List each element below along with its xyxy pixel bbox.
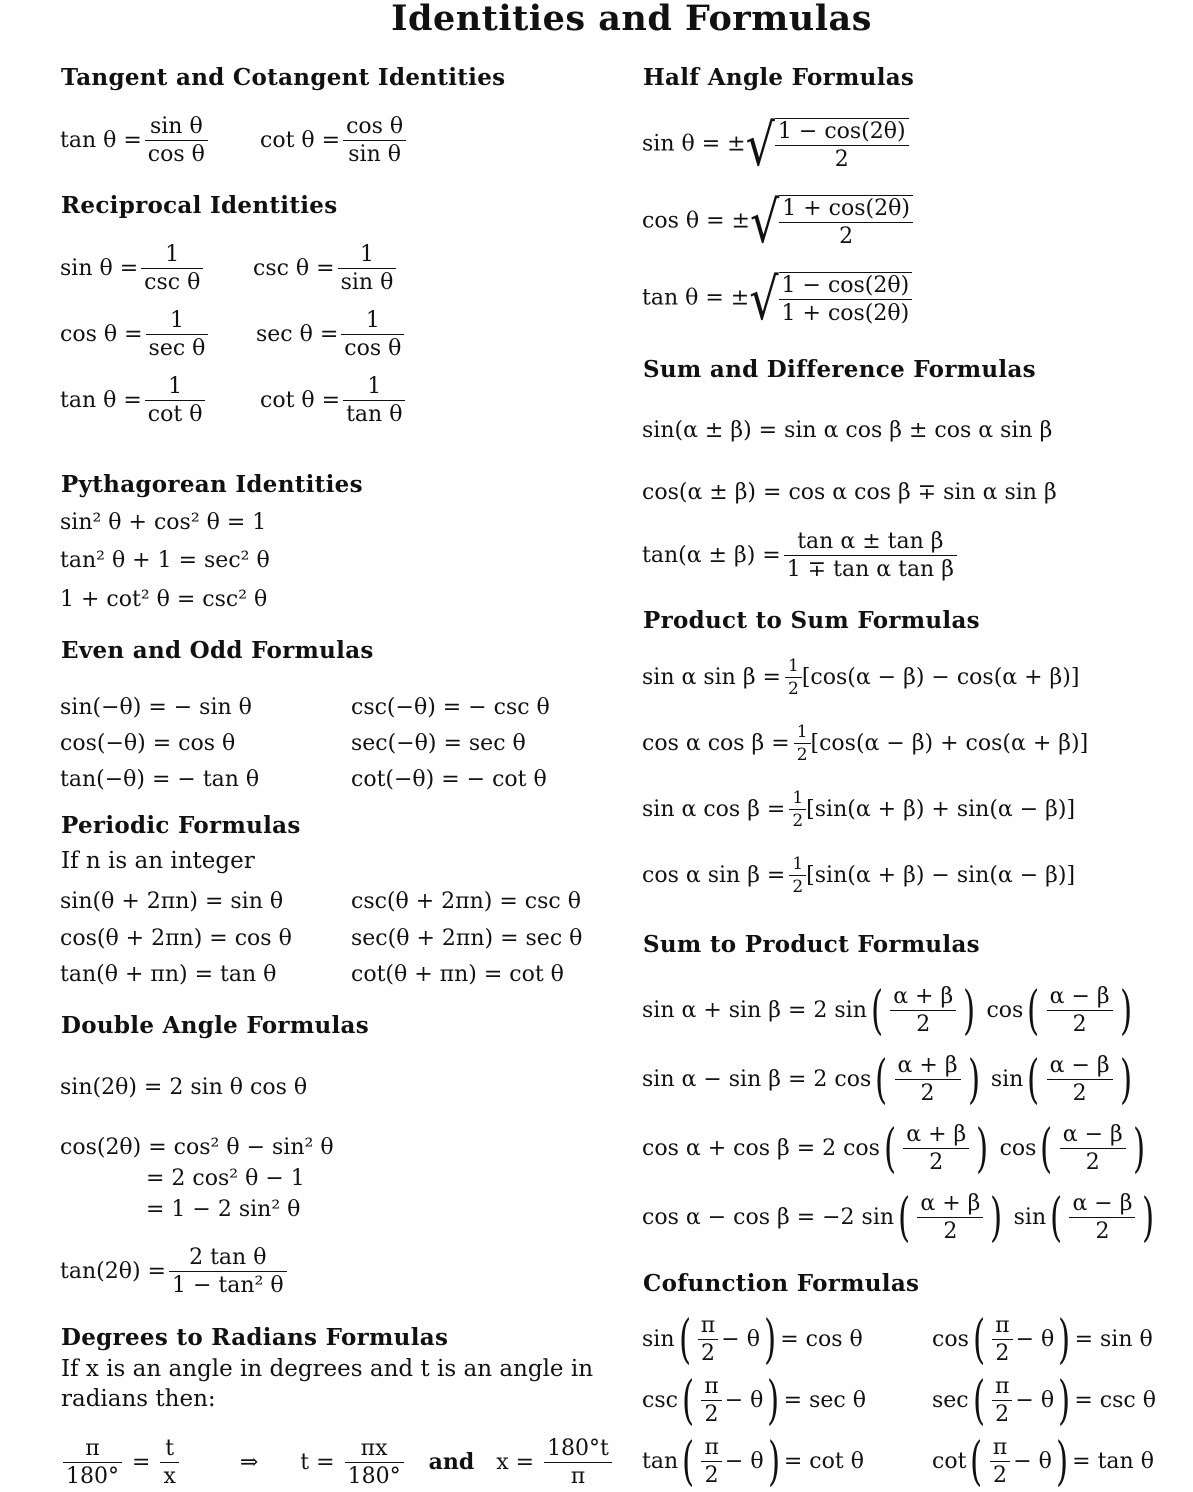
cofunction-heading: Cofunction Formulas <box>643 1270 920 1297</box>
sum-product-3: cos α + cos β = 2 cos( $\frac{\alpha + \beta}{2}$ ) cos( $\frac{\alpha - \beta}{2}$ ) <box>642 1119 1145 1179</box>
periodic-sec: sec(θ + 2πn) = sec θ <box>351 926 583 951</box>
tangent-cotangent-heading: Tangent and Cotangent Identities <box>61 64 506 91</box>
even-odd-sec: sec(−θ) = sec θ <box>351 731 526 756</box>
double-angle-cos: cos(2θ) = cos² θ − sin² θ <box>60 1135 334 1160</box>
double-angle-tan: tan(2θ) = $\frac{\text{2 tan θ}}{\text{1 − tan² θ}}$ <box>60 1247 290 1297</box>
sum-product-2: sin α − sin β = 2 cos( $\frac{\alpha + \beta}{2}$ ) sin( $\frac{\alpha - \beta}{2}$ ) <box>642 1050 1132 1110</box>
deg-rad-formula: $\frac{\pi}{180^\circ}$ = $\frac{t}{x}$ ⇒ t = $\frac{\pi x}{180^\circ}$ and x = $\frac{180^\circ t}{\pi}$ <box>60 1438 615 1488</box>
double-angle-heading: Double Angle Formulas <box>61 1012 369 1039</box>
cofunction-cos: cos( $\frac{\pi}{2}$ − θ) = sin θ <box>932 1310 1153 1370</box>
even-odd-sin: sin(−θ) = − sin θ <box>60 695 252 720</box>
sum-diff-heading: Sum and Difference Formulas <box>643 356 1036 383</box>
periodic-cos: cos(θ + 2πn) = cos θ <box>60 926 292 951</box>
double-angle-sin: sin(2θ) = 2 sin θ cos θ <box>60 1075 308 1100</box>
pythagorean-2: tan² θ + 1 = sec² θ <box>60 548 270 573</box>
pythagorean-heading: Pythagorean Identities <box>61 471 363 498</box>
even-odd-heading: Even and Odd Formulas <box>61 637 374 664</box>
pythagorean-1: sin² θ + cos² θ = 1 <box>60 510 267 535</box>
product-sum-2: cos α cos β = $\frac{1}{2}$ [cos(α − β) + cos(α + β)] <box>642 722 1089 765</box>
cofunction-tan: tan( $\frac{\pi}{2}$ − θ) = cot θ <box>642 1432 864 1492</box>
cofunction-sec: sec( $\frac{\pi}{2}$ − θ) = csc θ <box>932 1371 1156 1431</box>
periodic-tan: tan(θ + πn) = tan θ <box>60 962 277 987</box>
even-odd-cos: cos(−θ) = cos θ <box>60 731 236 756</box>
half-angle-heading: Half Angle Formulas <box>643 64 915 91</box>
page-title: Identities and Formulas <box>391 0 872 39</box>
product-sum-3: sin α cos β = $\frac{1}{2}$ [sin(α + β) + sin(α − β)] <box>642 788 1076 831</box>
cot-identity: cot θ = $\frac{\text{cos θ}}{\text{sin θ}}$ <box>260 116 409 166</box>
periodic-sin: sin(θ + 2πn) = sin θ <box>60 889 284 914</box>
sum-diff-tan: tan(α ± β) = $\frac{\text{tan α ± tan β}}{\text{1 ∓ tan α tan β}}$ <box>642 531 960 581</box>
product-sum-heading: Product to Sum Formulas <box>643 607 980 634</box>
pythagorean-3: 1 + cot² θ = csc² θ <box>60 587 268 612</box>
deg-rad-note-1: If x is an angle in degrees and t is an angle in <box>61 1356 594 1382</box>
cofunction-csc: csc( $\frac{\pi}{2}$ − θ) = sec θ <box>642 1371 866 1431</box>
tan-identity: tan θ = $\frac{\text{sin θ}}{\text{cos θ}}$ <box>60 116 211 166</box>
deg-rad-note-2: radians then: <box>61 1386 216 1412</box>
even-odd-csc: csc(−θ) = − csc θ <box>351 695 550 720</box>
recip-cos: cos θ = $\frac{1}{\text{sec θ}}$ <box>60 310 211 360</box>
cofunction-cot: cot( $\frac{\pi}{2}$ − θ) = tan θ <box>932 1432 1154 1492</box>
periodic-cot: cot(θ + πn) = cot θ <box>351 962 564 987</box>
sum-product-1: sin α + sin β = 2 sin( $\frac{\alpha + \beta}{2}$ ) cos( $\frac{\alpha - \beta}{2}$ ) <box>642 981 1132 1041</box>
recip-csc: csc θ = $\frac{1}{\text{sin θ}}$ <box>253 244 399 294</box>
recip-sec: sec θ = $\frac{1}{\text{cos θ}}$ <box>256 310 407 360</box>
even-odd-cot: cot(−θ) = − cot θ <box>351 767 547 792</box>
sum-diff-sin: sin(α ± β) = sin α cos β ± cos α sin β <box>642 418 1053 443</box>
product-sum-4: cos α sin β = $\frac{1}{2}$ [sin(α + β) − sin(α − β)] <box>642 854 1076 897</box>
half-angle-sin: sin θ = ±√ $\frac{1 - \cos(2\theta)}{2}$ <box>642 118 909 171</box>
sum-product-heading: Sum to Product Formulas <box>643 931 980 958</box>
double-angle-cos-alt1: = 2 cos² θ − 1 <box>146 1166 305 1191</box>
periodic-csc: csc(θ + 2πn) = csc θ <box>351 889 581 914</box>
recip-sin: sin θ = $\frac{1}{\text{csc θ}}$ <box>60 244 206 294</box>
double-angle-cos-alt2: = 1 − 2 sin² θ <box>146 1197 301 1222</box>
sum-diff-cos: cos(α ± β) = cos α cos β ∓ sin α sin β <box>642 480 1057 505</box>
reciprocal-heading: Reciprocal Identities <box>61 192 338 219</box>
cofunction-sin: sin( $\frac{\pi}{2}$ − θ) = cos θ <box>642 1310 863 1370</box>
sum-product-4: cos α − cos β = −2 sin( $\frac{\alpha + \beta}{2}$ ) sin( $\frac{\alpha - \beta}{2}$ ) <box>642 1188 1155 1248</box>
periodic-note: If n is an integer <box>61 848 255 874</box>
recip-cot: cot θ = $\frac{1}{\text{tan θ}}$ <box>260 376 408 426</box>
even-odd-tan: tan(−θ) = − tan θ <box>60 767 260 792</box>
half-angle-tan: tan θ = ±√ $\frac{1 - \cos(2\theta)}{1 + \cos(2\theta)}$ <box>642 272 912 325</box>
recip-tan: tan θ = $\frac{1}{\text{cot θ}}$ <box>60 376 208 426</box>
periodic-heading: Periodic Formulas <box>61 812 301 839</box>
half-angle-cos: cos θ = ±√ $\frac{1 + \cos(2\theta)}{2}$ <box>642 195 913 248</box>
deg-rad-heading: Degrees to Radians Formulas <box>61 1324 449 1351</box>
product-sum-1: sin α sin β = $\frac{1}{2}$ [cos(α − β) − cos(α + β)] <box>642 656 1080 699</box>
